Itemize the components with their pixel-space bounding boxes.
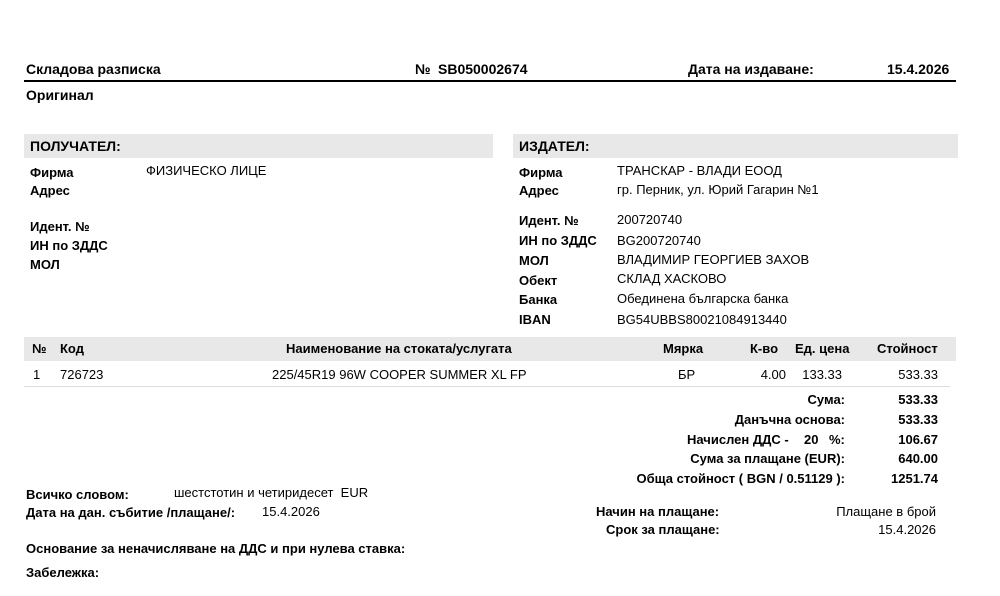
payment-due-label: Срок за плащане: [606,522,720,537]
recipient-heading: ПОЛУЧАТЕЛ: [30,138,121,154]
col-no-header: № [32,341,47,356]
vat-exemption-basis-label: Основание за неначисляване на ДДС и при нулева ставка: [26,541,406,556]
amount-in-words: шестстотин и четиридесет EUR [174,485,369,500]
issuer-iban: BG54UBBS80021084913440 [617,312,787,327]
row-price: 133.33 [802,367,842,382]
col-price-header: Ед. цена [795,341,850,356]
vat-rate: 20 [804,432,819,447]
payment-due: 15.4.2026 [878,522,936,537]
issuer-address-label: Адрес [519,183,559,198]
header-rule [24,80,956,82]
sum-label: Сума: [807,392,845,407]
issuer-vat: BG200720740 [617,233,701,248]
tax-date-label: Дата на дан. събитие /плащане/: [26,505,236,520]
document-title: Складова разписка [26,61,161,77]
note-label: Забележка: [26,565,100,580]
recipient-heading-bar [24,134,493,158]
sum-value: 533.33 [898,392,938,407]
recipient-firm: ФИЗИЧЕСКО ЛИЦЕ [146,163,267,178]
issuer-ident: 200720740 [617,212,683,227]
tax-base-value: 533.33 [898,412,938,427]
row-unit: БР [678,367,696,382]
amount-in-words-label: Всичко словом: [26,487,129,502]
issuer-address: гр. Перник, ул. Юрий Гагарин №1 [617,182,819,197]
payment-method: Плащане в брой [836,504,936,519]
vat-value: 106.67 [898,432,938,447]
col-unit-header: Мярка [663,341,704,356]
issuer-vat-label: ИН по ЗДДС [519,233,597,248]
col-name-header: Наименование на стоката/услугата [286,341,512,356]
col-code-header: Код [60,341,84,356]
bgn-total-value: 1251.74 [891,471,938,486]
row-value: 533.33 [898,367,938,382]
recipient-ident-label: Идент. № [30,219,90,234]
issue-date: 15.4.2026 [887,61,950,77]
recipient-vat-label: ИН по ЗДДС [30,238,108,253]
row-no: 1 [33,367,41,382]
issuer-heading: ИЗДАТЕЛ: [519,138,590,154]
pay-total-label: Сума за плащане (EUR): [690,451,845,466]
payment-method-label: Начин на плащане: [596,504,720,519]
issuer-object-label: Обект [519,273,558,288]
document-number: SB050002674 [438,61,528,77]
recipient-firm-label: Фирма [30,165,74,180]
tax-base-label: Данъчна основа: [734,412,845,427]
recipient-mol-label: МОЛ [30,257,60,272]
vat-label: Начислен ДДС - [687,432,789,447]
issuer-bank: Обединена българска банка [617,291,789,306]
issuer-heading-bar [513,134,958,158]
bgn-total-label: Обща стойност ( BGN / 0.51129 ): [636,471,845,486]
row-code: 726723 [60,367,104,382]
row-qty: 4.00 [760,367,786,382]
col-qty-header: К-во [750,341,779,356]
issuer-iban-label: IBAN [519,312,551,327]
document-number-label: № [415,61,431,77]
issuer-mol-label: МОЛ [519,253,549,268]
recipient-address-label: Адрес [30,183,70,198]
pay-total-value: 640.00 [898,451,938,466]
row-divider [24,386,950,387]
row-name: 225/45R19 96W COOPER SUMMER XL FP [272,367,527,382]
copy-label: Оригинал [26,87,94,103]
issuer-object: СКЛАД ХАСКОВО [617,271,727,286]
issuer-mol: ВЛАДИМИР ГЕОРГИЕВ ЗАХОВ [617,252,810,267]
col-value-header: Стойност [877,341,938,356]
issue-date-label: Дата на издаване: [688,61,814,77]
issuer-bank-label: Банка [519,292,558,307]
issuer-ident-label: Идент. № [519,213,579,228]
vat-percent-sign: %: [829,432,845,447]
issuer-firm: ТРАНСКАР - ВЛАДИ ЕООД [617,163,782,178]
issuer-firm-label: Фирма [519,165,563,180]
tax-date: 15.4.2026 [262,504,320,519]
